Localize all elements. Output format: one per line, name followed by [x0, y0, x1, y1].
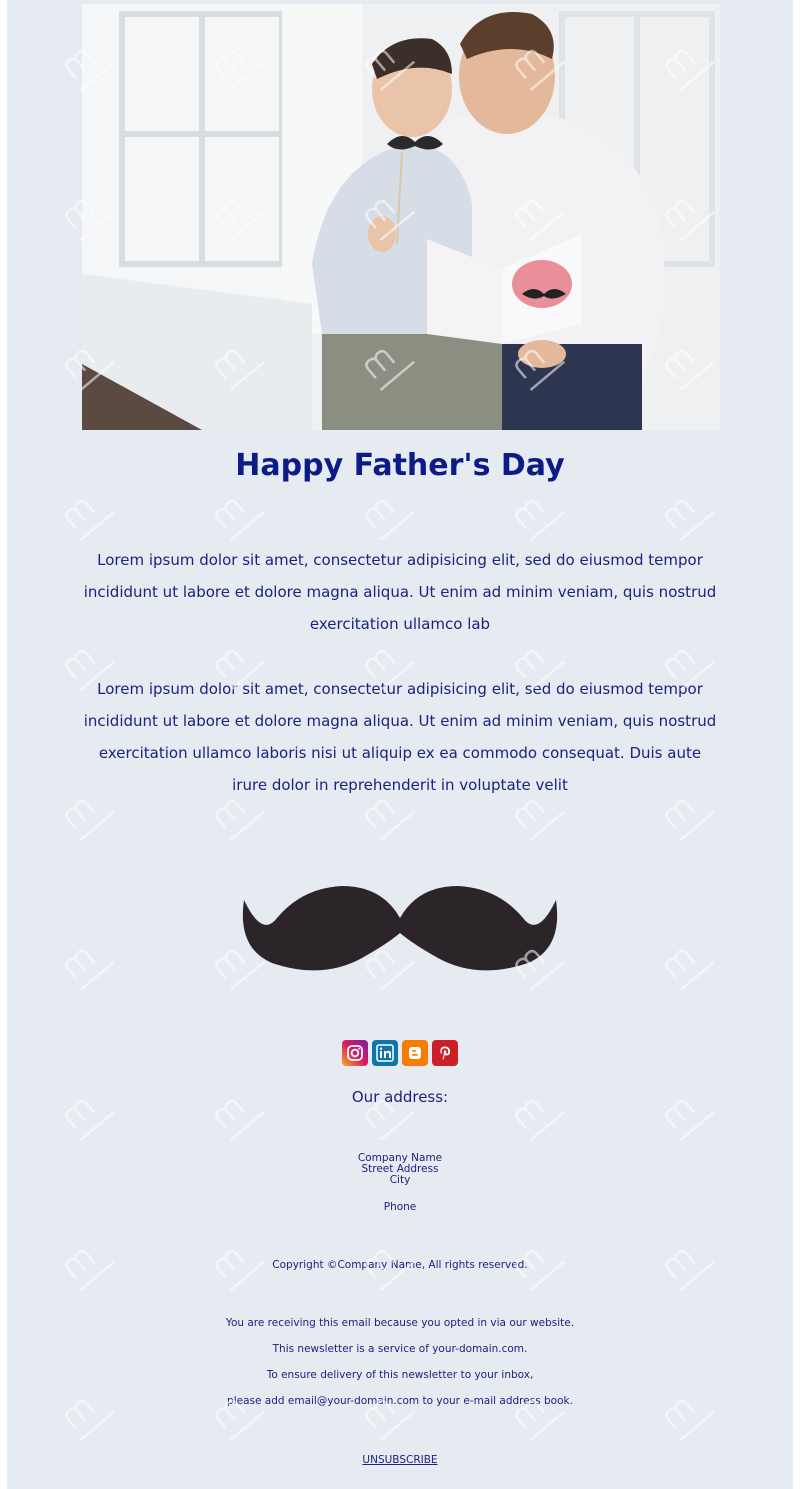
watermark-logo-icon: [352, 480, 422, 550]
intro-paragraph: Lorem ipsum dolor sit amet, consectetur adipisicing elit, sed do eiusmod tempor incididunt ut labore et dolore magna aliqua. Ut enim ad minim veniam, quis nostrud exercitation ullamco lab: [83, 551, 717, 633]
copyright: Copyright ©Company Name, All rights reserved.: [272, 1259, 528, 1271]
email-canvas: [7, 0, 793, 1489]
pinterest-icon[interactable]: [432, 1040, 458, 1066]
watermark-logo-icon: [652, 1380, 722, 1450]
blogger-icon[interactable]: [402, 1040, 428, 1066]
watermark-logo-icon: [502, 480, 572, 550]
address-title: Our address:: [351, 1088, 449, 1106]
instagram-icon[interactable]: [342, 1040, 368, 1066]
company-name: Company Name: [357, 1152, 443, 1164]
headline: Happy Father's Day: [235, 448, 565, 483]
social-icons: [7, 1040, 793, 1066]
father-and-son-photo: [82, 4, 720, 430]
hero-image: [82, 4, 720, 430]
service-notice: This newsletter is a service of your-domain.com.: [272, 1343, 528, 1355]
address-block: [7, 1153, 793, 1186]
city: City: [389, 1174, 411, 1186]
watermark-logo-icon: [652, 480, 722, 550]
watermark-logo-icon: [652, 930, 722, 1000]
linkedin-icon[interactable]: [372, 1040, 398, 1066]
watermark-logo-icon: [52, 1380, 122, 1450]
watermark-logo-icon: [202, 480, 272, 550]
watermark-logo-icon: [52, 480, 122, 550]
body-paragraph: Lorem ipsum dolor sit amet, consectetur adipisicing elit, sed do eiusmod tempor incididunt ut labore et dolore magna aliqua. Ut enim ad minim veniam, quis nostrud exercitation ullamco laboris nisi ut aliquip ex ea commodo consequat. Duis aute irure dolor in reprehenderit in voluptate velit: [83, 680, 717, 794]
opt-in-notice: You are receiving this email because you opted in via our website.: [225, 1317, 575, 1329]
watermark-logo-icon: [52, 930, 122, 1000]
watermark-logo-icon: [352, 1380, 422, 1450]
unsubscribe-link[interactable]: UNSUBSCRIBE: [362, 1454, 438, 1466]
phone: Phone: [383, 1201, 417, 1213]
watermark-logo-icon: [202, 1380, 272, 1450]
mustache-illustration: [232, 878, 568, 978]
address-book-notice: please add email@your-domain.com to your e-mail address book.: [227, 1395, 573, 1407]
watermark-logo-icon: [502, 1380, 572, 1450]
delivery-notice: To ensure delivery of this newsletter to your inbox,: [266, 1369, 534, 1381]
street-address: Street Address: [361, 1163, 439, 1175]
